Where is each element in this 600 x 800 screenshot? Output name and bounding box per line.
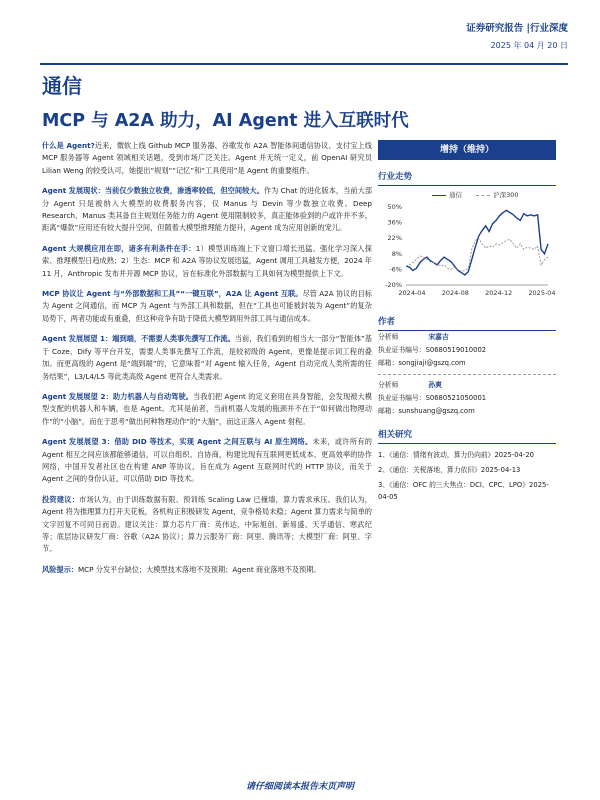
legend-swatch-telecom [432,195,446,196]
analyst-1-name: 宋嘉吉 [428,333,449,341]
header-divider [40,63,568,65]
paragraph-mcp-a2a: MCP 协议让 Agent 与“外部数据和工具”“一键互联”，A2A 让 Agent 互联。尽管 A2A 协议的目标为 Agent 之间通信，而 MCP 为 Agent 与外部工具和数据，但在“工具也可能被封装为 Agent”的复杂局势下，两者功能或有重叠，但这种竞争有助于降低大模型调用外部工具与通信成本。 [42,289,372,323]
paragraph-agent-status: Agent 发展现状：当前仅少数独立收费，渗透率较低，但空间较大。作为 Chat 的进化版本，当前大部分 Agent 只是被纳入大模型的收费服务内容，仅 Manus 与 Devin 等少数独立收费。Deep Research、Manus 类其备自主规划任务能力的 Agent 使用限制较多，真正能体验到的户或许并不多，距离“爆款”应用还有较大提升空间，但随着大模型推理能力提升，Agent 成为应用创新的宠儿。 [42,186,373,233]
report-type: 证券研究报告 |行业深度 [466,23,568,34]
footer-disclaimer: 请仔细阅读本报告末页声明 [245,782,354,792]
paragraph-what-is-agent: 什么是 Agent?近来，微软上线 Github MCP 服务器、谷歌发布 A2A 智能体间通信协议、支付宝上线 MCP 服务器等 Agent 领域相关话题，受到市场广泛关注。Agent 并无统一定义，前 OpenAI 研究员 Lilian Weng 的较受认可，她提出“规划”“记忆”和“工具使用”是 Agent 的重要组件。 [42,141,372,175]
y-tick-label: -6% [389,265,402,274]
related-heading: 相关研究 [378,428,556,444]
x-tick-label: 2024-08 [441,289,469,297]
y-tick-label: 36% [387,218,402,227]
analyst-divider [378,370,556,375]
analyst-1-cert: 执业证书编号：S0680519010002 [378,346,487,354]
series-line-telecom [406,210,548,275]
y-tick-label: 8% [391,249,402,258]
report-title: MCP 与 A2A 助力，AI Agent 进入互联时代 [42,111,409,131]
y-tick-label: 22% [387,234,402,243]
paragraph-outlook-2: Agent 发展展望 2：助力机器人与自动驾驶。当我们把 Agent 的定义套用在具身智能，会发现被大模型支配的机器人和车辆，也是 Agent。尤其是前者，当前机器人发展的瓶颈并不在于“如何做出物理动作”的“小脑”，而在于思考“做出何种物理动作”的“大脑”，而这正落入 Agent 射程。 [42,391,372,426]
paragraph-outlook-3: Agent 发展展望 3：借助 DID 等技术，实现 Agent 之间互联与 AI 原生网络。未来，或许所有的 Agent 相互之间应该都能够通信，可以自组织、自协商，构建比现有互联网更低成本、更高效率的协作网络，中国开发者社区也在构建 ANP 等协议，旨在成为 Agent 互联网时代的 HTTP 协议，而关于 Agent 之间的身份认证，可以借助 DID 等技术。 [42,437,372,484]
sector-name: 通信 [42,74,82,98]
paragraph-conditions: Agent 大规模应用在即，诸多有利条件在手：1）模型训练端上下文窗口增长迅猛、强化学习深入探索、推理模型日趋成熟；2）生态：MCP 和 A2A 等协议发展迅猛，Agent 调用工具越发方便，2024 年 11 月，Anthropic 发布并开源 MCP 协议，旨在标准化外部数据与工具如何为模型提供上下文。 [42,243,372,278]
legend-swatch-csi300 [476,195,490,196]
analyst-1 [378,331,556,375]
paragraph-risk: 风险提示：MCP 分发平台缺位；大模型技术落地不及预期；Agent 商业落地不及预期。 [42,564,321,574]
legend-label-telecom: 通信 [449,191,462,199]
legend-label-csi300: 沪深300 [493,191,519,199]
main-column [42,140,372,584]
authors-heading: 作者 [378,315,556,331]
paragraph-outlook-1: Agent 发展展望 1：端到端，不需要人类事先撰写工作流。当前，我们看到的相当大一部分“智能体”基于 Coze、Dify 等平台开发，需要人类事先撰写工作流，是较初级的 Agent，更像是提示词工程的叠加。而更高级的 Agent 是“端到端”的，它意味着“对 Agent 输入任务，Agent 自动完成人类所需的任务结果”，L3/L4/L5 等此类高级 Agent 更符合人类需求。 [42,334,372,381]
paragraph-investment: 投资建议：市场认为，由于训练数据有限、预训练 Scaling Law 已撞墙，算力需求承压。我们认为，Agent 将为推理算力打开天花板，各机构正积极研发 Agent，竞争格局未稳；Agent 算力需求与简单的文字回复不可同日而语。建议关注：算力芯片厂商：英伟达、中际旭创、新易盛、天孚通信、寒武纪等；底层协议研发厂商：谷歌（A2A 协议）；算力云服务厂商：阿里、腾讯等；大模型厂商：阿里、字节。 [42,494,372,554]
related-list [378,449,556,503]
report-header [466,20,568,51]
y-tick-label: -20% [385,281,402,289]
analyst-1-email[interactable]: 邮箱：songjiaji@gszq.com [378,359,466,367]
chart-legend [378,190,556,199]
y-tick-label: 50% [387,203,402,211]
report-date: 2025 年 04 月 20 日 [490,41,568,50]
related-item[interactable]: 1、《通信：情绪有波动，算力仍向前》2025-04-20 [378,451,534,459]
analyst-2-email[interactable]: 邮箱：sunshuang@gszq.com [378,407,475,415]
analyst-2-cert: 执业证书编号：S0680521050001 [378,394,487,402]
analyst-1-role: 分析师 [378,333,399,341]
analyst-2-name: 孙爽 [428,381,442,389]
x-tick-label: 2024-04 [398,289,426,297]
x-tick-label: 2025-04 [528,289,556,297]
analyst-2-role: 分析师 [378,381,399,389]
rating-badge: 增持（维持） [378,140,556,160]
sidebar [378,140,556,506]
x-tick-label: 2024-12 [485,289,513,297]
analyst-2 [378,379,556,418]
trend-chart [378,201,556,301]
related-item[interactable]: 3、《通信：OFC 的三大焦点：DCI、CPC、LPO》2025-04-05 [378,481,549,501]
related-item[interactable]: 2、《通信：关税落地，算力依旧》2025-04-13 [378,466,521,474]
trend-heading: 行业走势 [378,170,556,186]
